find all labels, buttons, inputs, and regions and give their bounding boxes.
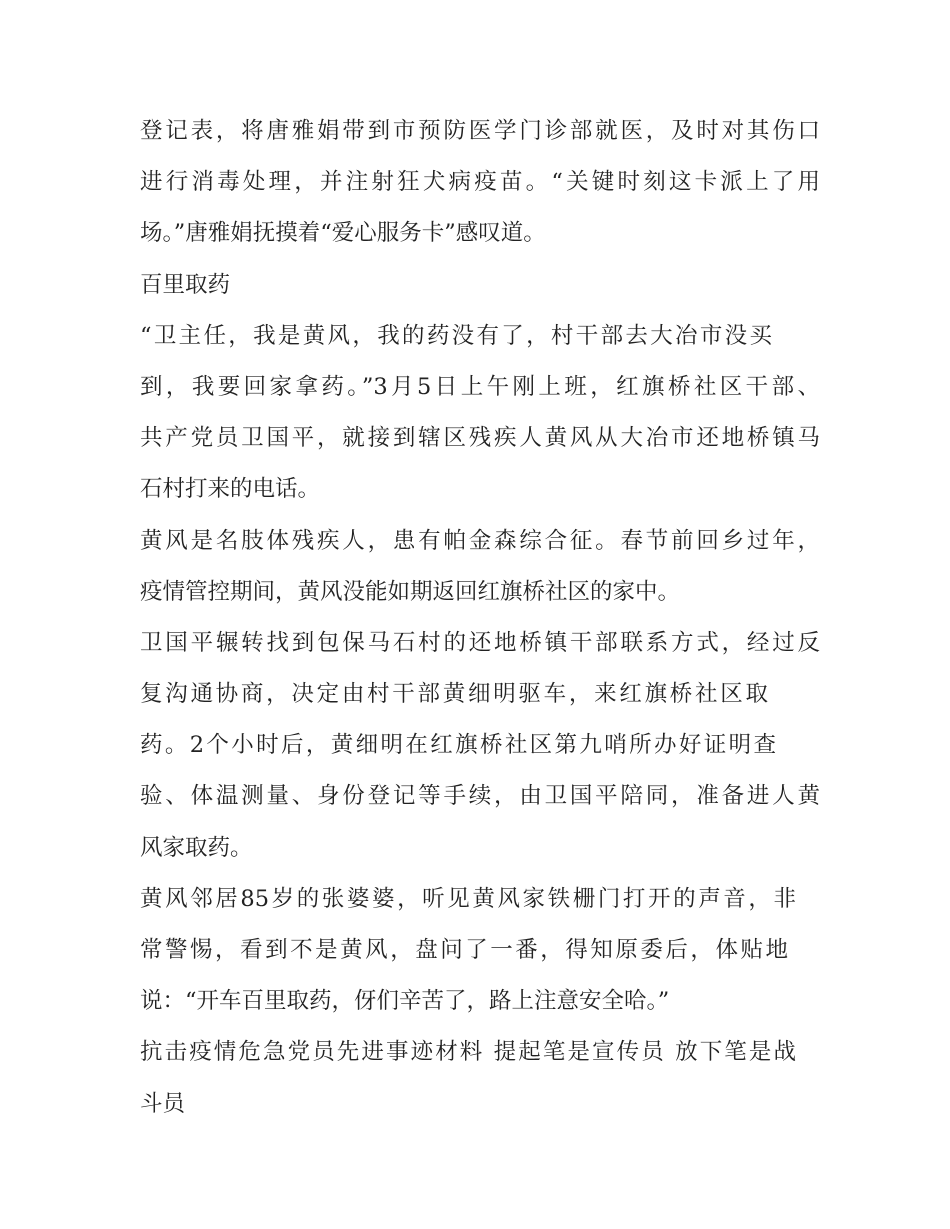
text-line: 抗击疫情危急党员先进事迹材料 提起笔是宣传员 放下笔是战 bbox=[140, 1039, 796, 1066]
text-line: 黄风是名肢体残疾人，患有帕金森综合征。春节前回乡过年， bbox=[140, 527, 820, 554]
text-line: 登记表，将唐雅娟带到市预防医学门诊部就医，及时对其伤口 bbox=[140, 118, 820, 144]
text-line: 黄风邻居85岁的张婆婆，听见黄风家铁栅门打开的声音，非 bbox=[140, 885, 796, 912]
text-line: 药。2个小时后，黄细明在红旗桥社区第九哨所办好证明查 bbox=[140, 732, 776, 759]
text-line: 复沟通协商，决定由村干部黄细明驱车，来红旗桥社区取 bbox=[140, 681, 768, 708]
text-line: 说：“开车百里取药，伢们辛苦了，路上注意安全哈。” bbox=[140, 988, 670, 1015]
section-heading: 百里取药 bbox=[140, 271, 231, 298]
text-line: 进行消毒处理，并注射狂犬病疫苗。“关键时刻这卡派上了用 bbox=[140, 169, 820, 196]
text-line: “卫主任，我是黄风，我的药没有了，村干部去大冶市没买 bbox=[140, 322, 772, 349]
text-line: 风家取药。 bbox=[140, 834, 253, 861]
text-line: 石村打来的电话。 bbox=[140, 476, 321, 503]
text-line: 斗员 bbox=[140, 1090, 186, 1117]
text-line: 疫情管控期间，黄风没能如期返回红旗桥社区的家中。 bbox=[140, 578, 681, 605]
text-line: 常警惕，看到不是黄风，盘问了一番，得知原委后，体贴地 bbox=[140, 937, 788, 963]
text-line: 共产党员卫国平，就接到辖区残疾人黄风从大冶市还地桥镇马 bbox=[140, 425, 820, 452]
document-body bbox=[140, 106, 820, 1130]
text-line: 验、体温测量、身份登记等手续，由卫国平陪同，准备进人黄 bbox=[140, 783, 820, 810]
text-line: 卫国平辗转找到包保马石村的还地桥镇干部联系方式，经过反 bbox=[140, 629, 820, 656]
text-line: 场。”唐雅娟抚摸着“爱心服务卡”感叹道。 bbox=[140, 220, 546, 247]
text-line: 到，我要回家拿药。”3月5日上午刚上班，红旗桥社区干部、 bbox=[140, 373, 820, 400]
